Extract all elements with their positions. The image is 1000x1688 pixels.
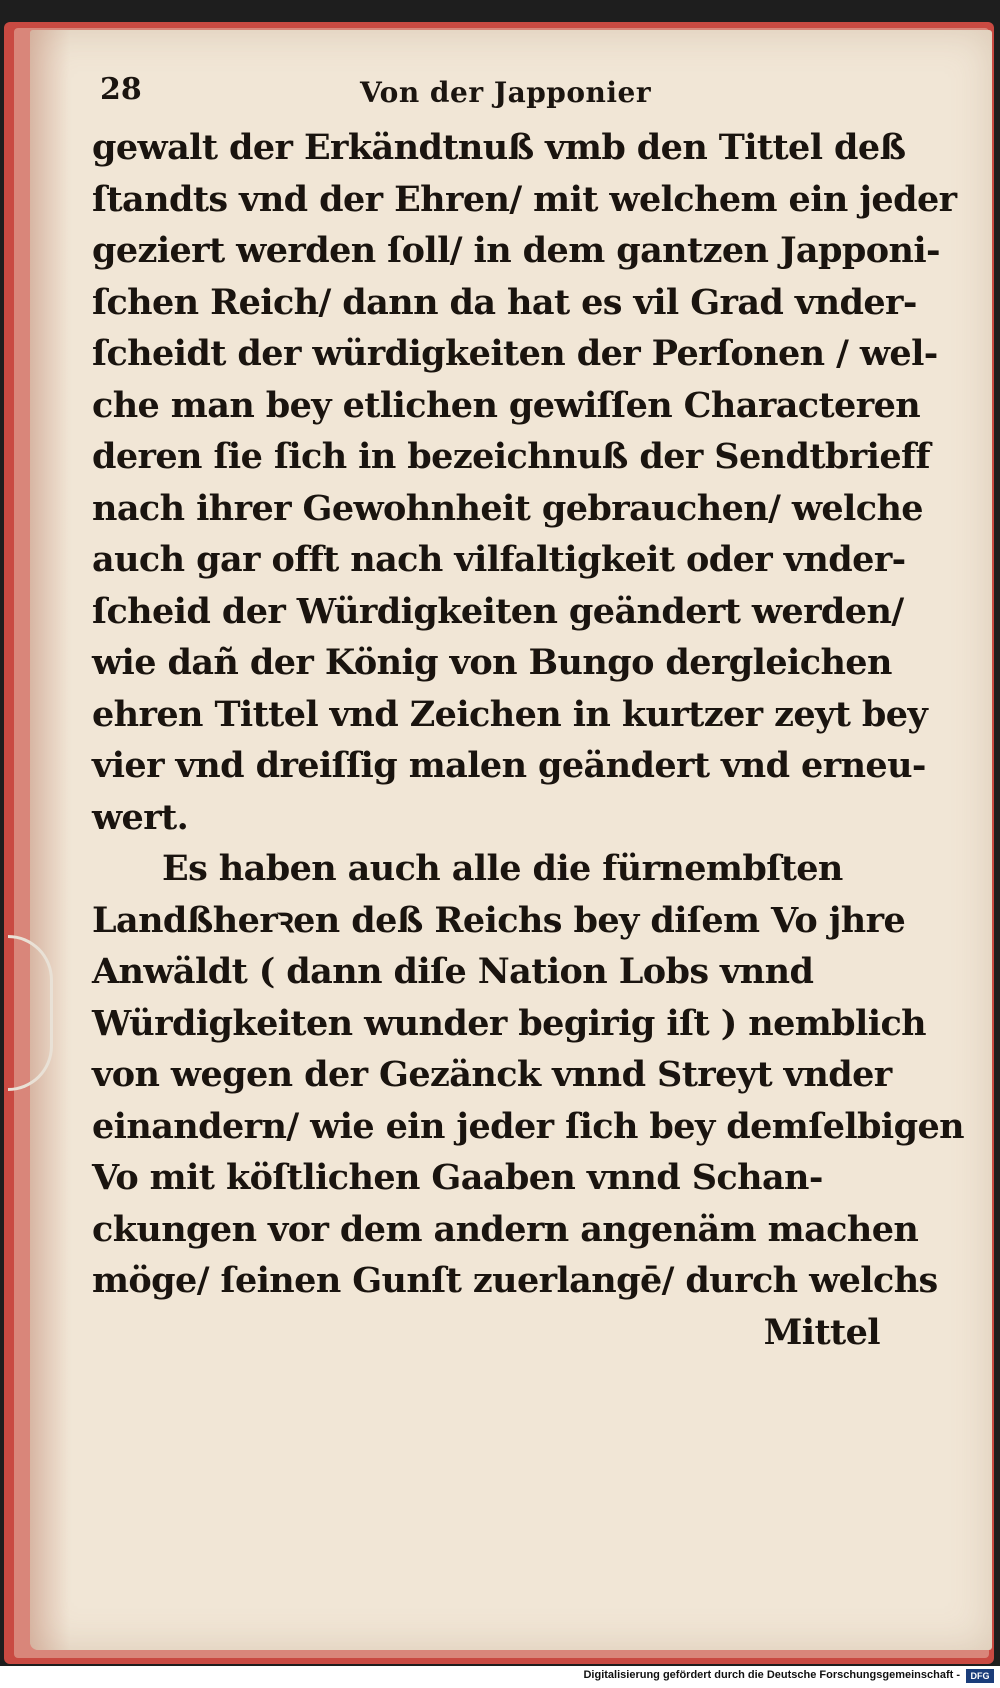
page-clip — [8, 935, 53, 1091]
text-line: Vo mit köſtlichen Gaaben vnnd Schan- — [92, 1157, 823, 1198]
text-line: ſcheidt der würdigkeiten der Perſonen / wel- — [92, 333, 938, 374]
text-line: deren ſie ſich in bezeichnuß der Sendtbrieff — [92, 436, 930, 477]
gutter-shadow — [30, 30, 70, 1650]
text-line: von wegen der Gezänck vnnd Streyt vnder — [92, 1054, 892, 1095]
text-line: ehren Tittel vnd Zeichen in kurtzer zeyt bey — [92, 693, 928, 735]
page-number: 28 — [100, 72, 142, 107]
text-line: che man bey etlichen gewiſſen Characteren — [92, 384, 921, 426]
text-line: ckungen vor dem andern angenäm machen — [92, 1208, 919, 1250]
paragraph-start-line: Es haben auch alle die fürnembſten — [162, 848, 843, 889]
text-line: ſtandts vnd der Ehren/ mit welchem ein jeder — [92, 178, 957, 220]
text-line: ſcheid der Würdigkeiten geändert werden/ — [92, 590, 904, 632]
funding-credit: Digitalisierung gefördert durch die Deutsche Forschungsgemeinschaft - — [583, 1669, 960, 1681]
text-line: gewalt der Erkändtnuß vmb den Tittel deß — [92, 127, 906, 168]
text-line: möge/ ſeinen Gunſt zuerlangē/ durch welchs — [92, 1260, 938, 1301]
text-block — [92, 122, 965, 1358]
text-line: ſchen Reich/ dann da hat es vil Grad vnder- — [92, 281, 917, 323]
text-line: einandern/ wie ein jeder ſich bey demſelbigen — [92, 1105, 965, 1147]
text-line: Würdigkeiten wunder begirig iſt ) nemblich — [92, 1002, 927, 1044]
text-line: geziert werden ſoll/ in dem gantzen Japponi- — [92, 230, 940, 271]
text-line: Landßherꝛen deß Reichs bey diſem Vo jhre — [92, 899, 906, 941]
text-line: auch gar offt nach vilfaltigkeit oder vnder- — [92, 539, 906, 580]
text-line: vier vnd dreiſſig malen geändert vnd erneu- — [92, 745, 926, 786]
text-line: Anwäldt ( dann diſe Nation Lobs vnnd — [92, 951, 814, 992]
dfg-logo: DFG — [966, 1669, 994, 1683]
running-head — [100, 72, 860, 122]
catchword: Mittel — [763, 1311, 880, 1353]
text-line: wert. — [92, 796, 189, 838]
text-line: nach ihrer Gewohnheit gebrauchen/ welche — [92, 487, 923, 529]
text-line: wie dañ der König von Bungo dergleichen — [92, 642, 892, 683]
footer-bar — [0, 1666, 1000, 1688]
running-title: Von der Japponier — [360, 76, 652, 109]
